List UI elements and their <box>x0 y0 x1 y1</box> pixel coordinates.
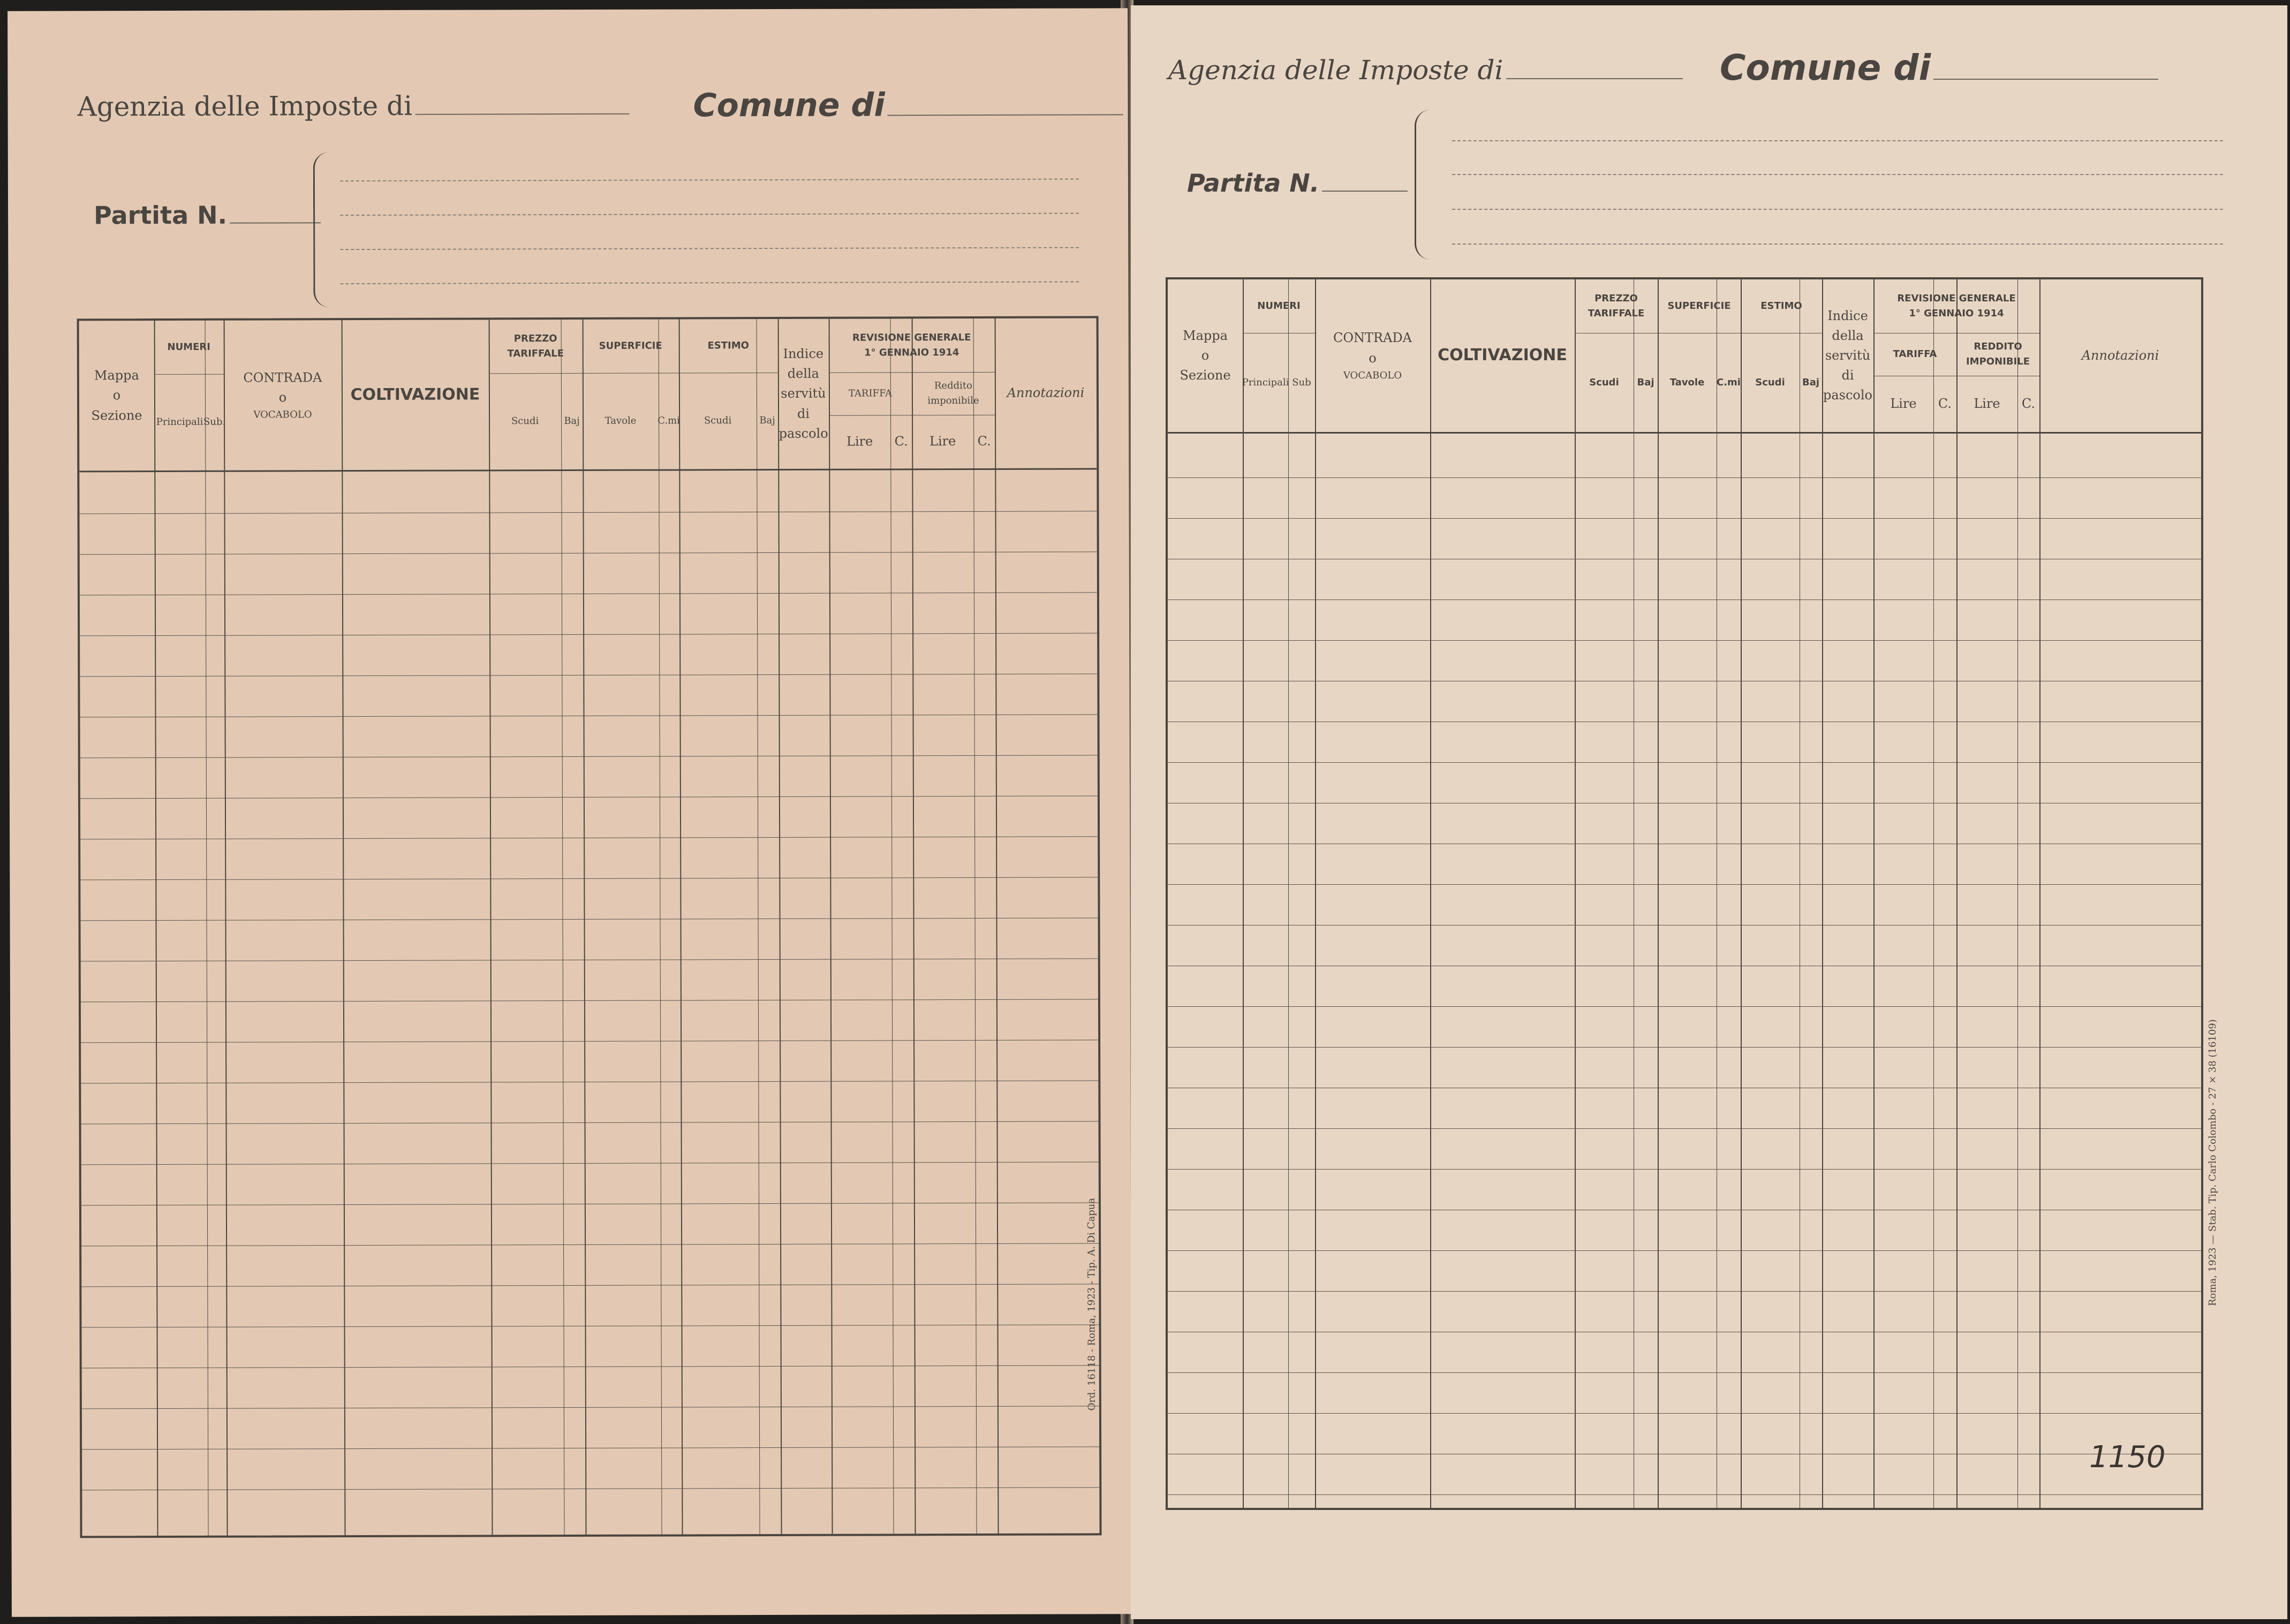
handwritten-page-number: 1150 <box>2089 1440 2166 1475</box>
col-divider <box>489 320 493 1535</box>
header-estimo-scudi <box>1741 333 1800 432</box>
baj-text: Baj <box>759 415 775 427</box>
header-cmi <box>1717 333 1741 432</box>
ruled-row-line <box>81 1162 1099 1165</box>
comune-fill-line <box>1933 79 2158 80</box>
indice-text: Indice <box>1827 308 1868 323</box>
vocabolo-text: VOCABOLO <box>1343 369 1402 381</box>
agenzia-fill-line <box>1506 78 1683 79</box>
header-coltivazione <box>342 320 489 470</box>
header-estimo-scudi <box>679 373 757 469</box>
ruled-row-line <box>80 551 1097 555</box>
c-text: C. <box>977 434 991 449</box>
header-numeri <box>1243 279 1315 333</box>
header-estimo <box>679 319 778 373</box>
printer-imprint-right: Roma, 1923 — Stab. Tip. Carlo Colombo - 27 × 38 (16109) <box>2207 1019 2218 1306</box>
sub-text: Sub <box>1292 376 1311 388</box>
address-line-3 <box>340 247 1079 251</box>
header-indice <box>778 319 829 469</box>
revisione-text: REVISIONE GENERALE <box>1897 293 2016 305</box>
partita-header-left <box>94 200 321 230</box>
header-numeri <box>154 321 224 374</box>
header-tariffa-lire <box>1873 376 1933 432</box>
agenzia-fill-line <box>415 113 629 115</box>
address-line-2 <box>1452 174 2223 175</box>
col-divider <box>1956 279 1958 1508</box>
right-page <box>1131 5 2287 1619</box>
coltivazione-text: COLTIVAZIONE <box>350 385 480 404</box>
pascolo-text: pascolo <box>779 426 828 441</box>
contrada-o-text: o <box>278 390 287 405</box>
address-line-4 <box>1452 244 2223 245</box>
ruled-row-line <box>81 1243 1099 1246</box>
annotazioni-text: Annotazioni <box>2081 347 2159 363</box>
header-revisione <box>1873 279 2039 333</box>
partita-fill-line <box>230 222 321 223</box>
col-divider <box>912 318 916 1534</box>
header-superficie <box>583 319 679 373</box>
baj-text: Baj <box>1802 376 1820 388</box>
tariffale-text: TARIFFALE <box>1588 308 1645 319</box>
left-page <box>7 8 1132 1617</box>
reddito-text: Reddito imponibile <box>927 380 979 407</box>
superficie-text: SUPERFICIE <box>599 340 662 352</box>
header-tariffa <box>829 372 912 415</box>
contrada-text: CONTRADA <box>1333 330 1412 346</box>
header-prezzo-tariffale <box>1575 279 1658 333</box>
ruled-row-line <box>81 1039 1098 1043</box>
header-reddito-lire <box>912 415 973 468</box>
header-tavole <box>1658 333 1717 432</box>
ruled-row-line <box>1168 640 2201 641</box>
col-divider <box>1658 279 1659 1508</box>
sezione-text: Sezione <box>1180 368 1231 383</box>
lire-text: Lire <box>1890 396 1917 411</box>
ruled-row-line <box>1168 518 2201 519</box>
di-text: di <box>1841 368 1854 383</box>
ruled-row-line <box>80 592 1097 595</box>
ruled-row-line <box>82 1446 1099 1450</box>
ruled-row-line <box>80 755 1098 758</box>
mappa-text: Mappa <box>94 368 139 383</box>
brace-right <box>1415 110 1432 260</box>
ruled-row-line <box>81 1121 1099 1124</box>
col-divider <box>1288 279 1289 1508</box>
principali-text: Principali <box>156 416 203 428</box>
c-text: C. <box>2021 396 2036 411</box>
header-reddito <box>912 372 995 415</box>
col-divider <box>659 320 662 1535</box>
col-divider <box>973 318 977 1534</box>
vocabolo-text: VOCABOLO <box>253 409 312 421</box>
ruled-row-line <box>80 836 1098 839</box>
agenzia-label: Agenzia delle Imposte di <box>1168 55 1503 86</box>
col-divider <box>829 319 833 1534</box>
address-line-3 <box>1452 209 2223 210</box>
comune-header-right <box>1720 47 2158 88</box>
superficie-text: SUPERFICIE <box>1667 300 1731 312</box>
comune-header-left <box>693 86 1123 124</box>
lire-text: Lire <box>929 434 956 449</box>
col-divider <box>583 320 587 1535</box>
header-tariffa-c <box>1933 376 1956 432</box>
col-divider <box>2039 279 2040 1508</box>
header-reddito-lire <box>1956 376 2017 432</box>
col-divider <box>757 319 760 1534</box>
col-divider <box>205 321 209 1536</box>
ruled-row-line <box>81 1202 1099 1205</box>
prezzo-text: PREZZO <box>513 333 557 345</box>
ruled-row-line <box>81 999 1098 1002</box>
header-estimo-baj <box>757 373 778 469</box>
register-table-right <box>1166 277 2203 1510</box>
header-annotazioni <box>995 318 1097 468</box>
mappa-o-text: o <box>112 388 121 403</box>
ruled-row-line <box>81 917 1098 921</box>
lire-text: Lire <box>1974 396 2000 411</box>
ruled-row-line <box>1168 599 2201 600</box>
col-divider <box>1315 279 1316 1508</box>
header-cmi <box>659 373 679 469</box>
ruled-row-line <box>80 511 1097 514</box>
col-divider <box>890 318 894 1534</box>
header-mappa <box>79 321 155 470</box>
header-contrada <box>224 320 342 470</box>
col-divider <box>1822 279 1823 1508</box>
header-scudi <box>1575 333 1634 432</box>
header-reddito-c <box>2017 376 2039 432</box>
ruled-row-line <box>80 795 1098 799</box>
ruled-row-line <box>1168 1047 2201 1048</box>
agenzia-label: Agenzia delle Imposte di <box>77 90 413 123</box>
header-baj <box>561 373 583 469</box>
address-line-1 <box>1452 140 2223 141</box>
mappa-text: Mappa <box>1183 328 1228 343</box>
header-tariffa-c <box>890 415 912 468</box>
header-indice <box>1822 279 1873 432</box>
ruled-row-line <box>82 1324 1099 1327</box>
header-tavole <box>583 373 659 469</box>
header-reddito-c <box>973 415 995 468</box>
tariffa-text: TARIFFA <box>1893 348 1937 360</box>
sub-text: Sub. <box>203 416 226 428</box>
header-baj <box>1634 333 1658 432</box>
header-bottom-rule <box>1168 432 2201 434</box>
della-text: della <box>1832 328 1864 343</box>
revisione-text: REVISIONE GENERALE <box>852 332 971 344</box>
pascolo-text: pascolo <box>1823 388 1872 403</box>
cmi-text: C.mi <box>657 415 680 427</box>
header-principali <box>154 374 205 470</box>
ruled-row-line <box>81 1284 1099 1287</box>
register-table-left <box>77 316 1102 1538</box>
c-text: C. <box>894 434 908 449</box>
gennaio-text: 1° GENNAIO 1914 <box>1909 308 2004 319</box>
agenzia-header-right <box>1168 55 1683 86</box>
ruled-row-line <box>1168 1291 2201 1292</box>
mappa-o-text: o <box>1201 347 1210 363</box>
estimo-text: ESTIMO <box>1760 300 1802 312</box>
header-tariffa-lire <box>829 415 890 468</box>
col-divider <box>2017 279 2018 1508</box>
ruled-row-line <box>1168 477 2201 478</box>
ruled-row-line <box>1168 762 2201 763</box>
col-divider <box>679 319 683 1534</box>
col-divider <box>224 321 228 1536</box>
ruled-row-line <box>1168 1128 2201 1129</box>
tariffale-text: TARIFFALE <box>507 348 564 360</box>
della-text: della <box>787 366 820 382</box>
indice-text: Indice <box>783 346 824 361</box>
lire-text: Lire <box>846 434 873 450</box>
header-mappa <box>1168 279 1243 432</box>
baj-text: Baj <box>564 415 580 427</box>
partita-fill-line <box>1322 191 1408 192</box>
baj-text: Baj <box>1637 376 1654 388</box>
address-line-1 <box>340 179 1079 182</box>
coltivazione-text: COLTIVAZIONE <box>1438 346 1567 365</box>
contrada-o-text: o <box>1369 350 1377 366</box>
gennaio-text: 1° GENNAIO 1914 <box>864 347 959 359</box>
c-text: C. <box>1938 396 1952 411</box>
header-superficie <box>1658 279 1741 333</box>
header-tariffa <box>1873 333 1956 376</box>
sezione-text: Sezione <box>91 407 142 423</box>
ruled-row-line <box>80 714 1098 717</box>
tavole-text: Tavole <box>604 415 637 427</box>
ruled-row-line <box>80 877 1098 880</box>
prezzo-text: PREZZO <box>1594 293 1638 305</box>
ruled-row-line <box>1168 1169 2201 1170</box>
ruled-row-line <box>81 958 1098 961</box>
col-divider <box>342 320 346 1535</box>
partita-label: Partita N. <box>1187 169 1320 198</box>
servitu-text: servitù <box>1825 347 1871 363</box>
header-coltivazione <box>1430 279 1575 432</box>
scudi-text: Scudi <box>1755 376 1785 388</box>
address-line-2 <box>340 213 1079 216</box>
contrada-text: CONTRADA <box>243 370 322 385</box>
comune-fill-line <box>888 114 1123 116</box>
col-divider <box>1243 279 1244 1508</box>
principali-text: Principali <box>1242 376 1289 388</box>
header-revisione <box>829 318 995 373</box>
col-divider <box>1741 279 1742 1508</box>
header-contrada <box>1315 279 1430 432</box>
ruled-row-line <box>80 633 1097 636</box>
address-line-4 <box>340 282 1079 285</box>
ruled-row-line <box>80 673 1097 677</box>
ruled-row-line <box>1168 1372 2201 1373</box>
header-estimo <box>1741 279 1822 333</box>
col-divider <box>1873 279 1875 1508</box>
header-sub <box>1288 333 1315 432</box>
scudi-text: Scudi <box>1589 376 1619 388</box>
col-divider <box>778 319 782 1534</box>
comune-label: Comune di <box>693 86 885 125</box>
printer-imprint-left: Ord. 16118 - Roma, 1923 - Tip. A. Di Capua <box>1085 1197 1098 1411</box>
cmi-text: C.mi <box>1717 376 1741 388</box>
scudi-text: Scudi <box>511 415 539 427</box>
header-scudi <box>489 373 561 469</box>
numeri-text: NUMERI <box>167 341 210 353</box>
ruled-row-line <box>1168 1006 2201 1007</box>
agenzia-header-left <box>77 90 629 123</box>
col-divider <box>561 320 565 1535</box>
di-text: di <box>797 406 810 421</box>
col-divider <box>154 321 158 1536</box>
header-reddito <box>1956 333 2039 376</box>
partita-label: Partita N. <box>94 200 228 230</box>
header-sub <box>205 374 224 470</box>
ruled-row-line <box>1168 884 2201 885</box>
tavole-text: Tavole <box>1669 376 1705 388</box>
ruled-row-line <box>82 1406 1099 1409</box>
partita-header-right <box>1187 169 1408 198</box>
estimo-text: ESTIMO <box>707 340 749 352</box>
annotazioni-text: Annotazioni <box>1007 385 1085 401</box>
col-divider <box>1575 279 1576 1508</box>
ruled-row-line <box>81 1080 1098 1083</box>
ruled-row-line <box>1168 1250 2201 1251</box>
numeri-text: NUMERI <box>1257 300 1301 312</box>
ruled-row-line <box>82 1365 1099 1368</box>
brace-left <box>313 152 331 307</box>
col-divider <box>995 318 999 1534</box>
tariffa-text: TARIFFA <box>848 388 893 399</box>
ruled-row-line <box>1168 1413 2201 1414</box>
reddito-text: REDDITO IMPONIBILE <box>1966 341 2030 367</box>
ruled-row-line <box>82 1487 1099 1490</box>
header-annotazioni <box>2039 279 2201 432</box>
comune-label: Comune di <box>1720 47 1931 88</box>
servitu-text: servitù <box>781 386 826 401</box>
scudi-text: Scudi <box>704 415 732 427</box>
ruled-row-line <box>1168 1494 2201 1495</box>
col-divider <box>1430 279 1431 1508</box>
col-divider <box>1933 279 1934 1508</box>
header-estimo-baj <box>1800 333 1822 432</box>
header-principali <box>1243 333 1288 432</box>
header-prezzo-tariffale <box>489 320 583 373</box>
